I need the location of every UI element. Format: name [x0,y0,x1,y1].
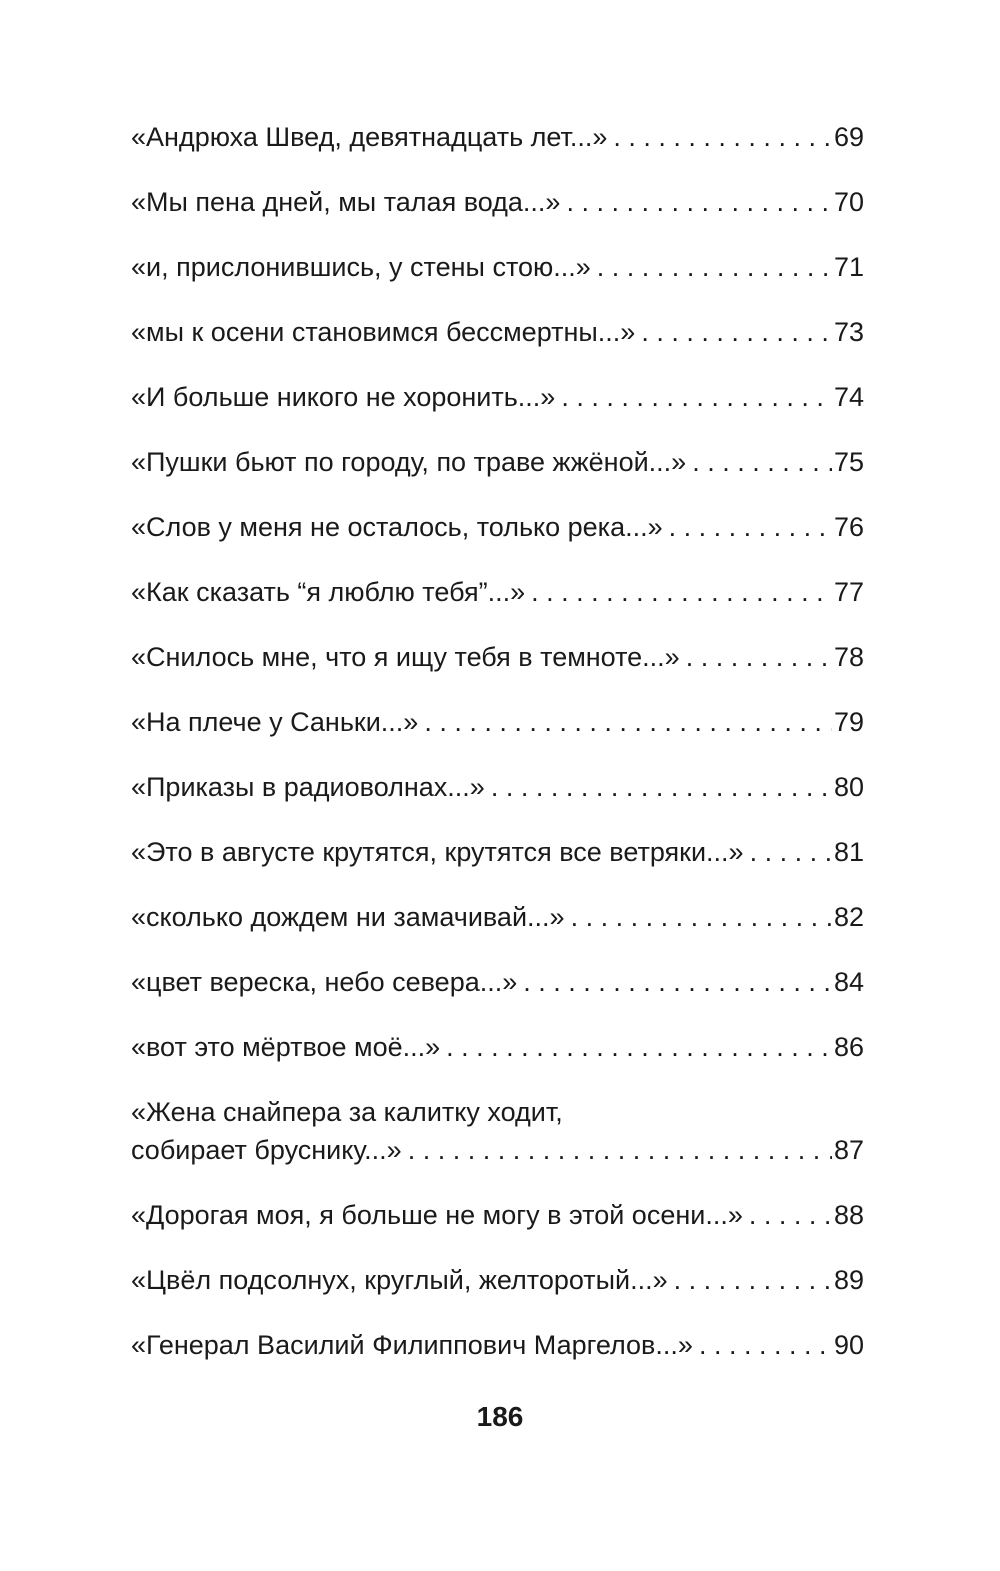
toc-entry-page: 80 [833,772,864,802]
toc-entry [131,703,864,741]
toc-entry-title: «Как сказать “я люблю тебя”...» [131,577,526,607]
toc-entry [131,118,864,156]
toc-entry-title: «На плече у Саньки...» [131,707,419,737]
dot-leader [571,898,832,936]
toc-entry [131,1196,864,1234]
toc-entry [131,1326,864,1364]
toc-entry-title: «Андрюха Швед, девятнадцать лет...» [131,122,608,152]
dot-leader [674,1261,832,1299]
dot-leader [531,573,832,611]
dot-leader [597,248,832,286]
toc-entry-title: «Дорогая моя, я больше не могу в этой осени...» [131,1200,743,1230]
toc-entry-title: «Пушки бьют по городу, по траве жжёной...» [131,447,687,477]
toc-entry-title: «Мы пена дней, мы талая вода...» [131,187,561,217]
toc-entry-title: «Слов у меня не осталось, только река...» [131,512,663,542]
toc-entry-title: «Это в августе крутятся, крутятся все ветряки...» [131,837,744,867]
toc-entry [131,833,864,871]
toc-entry [131,573,864,611]
dot-leader [692,443,832,481]
dot-leader [686,638,832,676]
toc-entry [131,508,864,546]
toc-entry-title: «Приказы в радиоволнах...» [131,772,485,802]
dot-leader [750,833,832,871]
dot-leader [699,1326,832,1364]
toc-entry-page: 74 [833,382,864,412]
toc-entry [131,1261,864,1299]
dot-leader [749,1196,832,1234]
toc-entry-title: «и, прислонившись, у стены стою...» [131,252,591,282]
table-of-contents [131,118,864,1391]
dot-leader [613,118,832,156]
toc-entry-title: «Снилось мне, что я ищу тебя в темноте...» [131,642,680,672]
dot-leader [566,183,832,221]
toc-entry-title: «И больше никого не хоронить...» [131,382,556,412]
toc-entry-page: 79 [833,707,864,737]
toc-entry-page: 77 [833,577,864,607]
toc-entry-title: «Цвёл подсолнух, круглый, желторотый...» [131,1265,668,1295]
toc-entry-title: «вот это мёртвое моё...» [131,1032,441,1062]
toc-entry [131,248,864,286]
toc-entry [131,898,864,936]
toc-entry-page: 86 [833,1032,864,1062]
toc-entry-title-line1: «Жена снайпера за калитку ходит, [131,1097,563,1127]
toc-entry-title: «сколько дождем ни замачивай...» [131,902,565,932]
toc-entry [131,378,864,416]
toc-entry-title: собирает бруснику...» [131,1135,402,1165]
toc-entry-page: 89 [833,1265,864,1295]
toc-entry-page: 82 [833,902,864,932]
dot-leader [491,768,832,806]
toc-entry [131,963,864,1001]
dot-leader [446,1028,832,1066]
toc-entry-page: 88 [833,1200,864,1230]
toc-entry-page: 69 [833,122,864,152]
toc-entry-title: «цвет вереска, небо севера...» [131,967,518,997]
page-number: 186 [476,1401,524,1432]
toc-entry [131,443,864,481]
toc-entry-page: 70 [833,187,864,217]
toc-entry-page: 87 [833,1135,864,1165]
toc-entry-page: 84 [833,967,864,997]
dot-leader [523,963,832,1001]
toc-entry-page: 81 [833,837,864,867]
dot-leader [669,508,832,546]
toc-entry-page: 78 [833,642,864,672]
toc-entry-page: 71 [833,252,864,282]
dot-leader [424,703,832,741]
toc-entry-title: «мы к осени становимся бессмертны...» [131,317,636,347]
toc-entry-page: 73 [833,317,864,347]
toc-entry [131,313,864,351]
toc-entry [131,183,864,221]
toc-entry [131,768,864,806]
toc-entry-two-line [131,1093,864,1169]
dot-leader [561,378,832,416]
toc-entry-page: 76 [833,512,864,542]
toc-entry-page: 90 [833,1330,864,1360]
toc-entry-title: «Генерал Василий Филиппович Маргелов...» [131,1330,693,1360]
toc-entry [131,638,864,676]
toc-entry [131,1028,864,1066]
dot-leader [408,1131,832,1169]
dot-leader [641,313,832,351]
toc-entry-page: 75 [833,447,864,477]
